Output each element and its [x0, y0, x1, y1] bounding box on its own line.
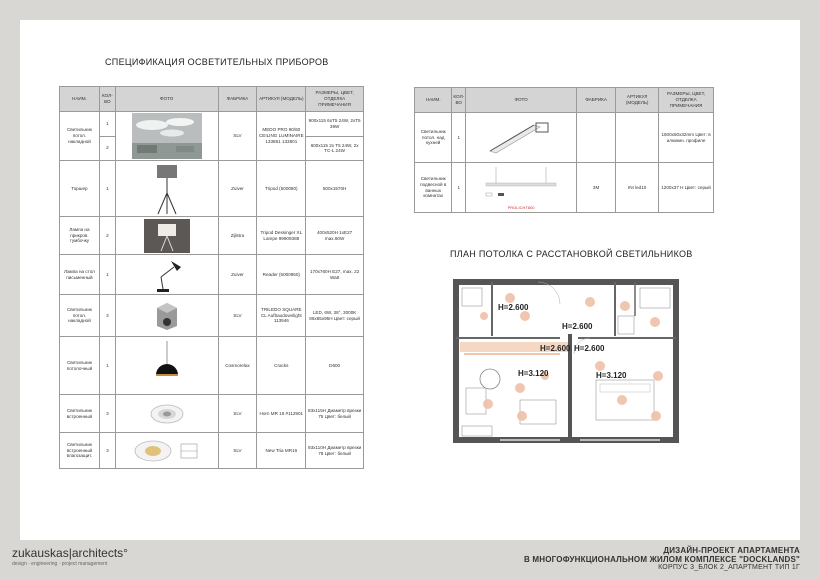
logo-main: zukauskas|architects°: [12, 546, 128, 560]
table-row: [60, 337, 364, 395]
photo-brand-label: PROLICHT800: [507, 204, 535, 210]
photo-desk-lamp: [115, 255, 218, 295]
cell-article: Tripod (500080): [257, 161, 306, 217]
header-photo: ФОТО: [466, 88, 577, 113]
header-qty: КОЛ-ВО: [99, 87, 115, 112]
table-row: [60, 255, 364, 295]
cell-name: Светильник потол. накладной: [60, 112, 100, 161]
height-label: H=2.600: [562, 322, 593, 331]
table-row: [60, 433, 364, 469]
cell-article: Tripod Dessinger XL Lampe 99909388: [257, 217, 306, 255]
logo-sub: design · engineering · project management: [12, 561, 108, 567]
cell-qty: 1: [99, 337, 115, 395]
table-row: [415, 113, 714, 163]
cell-qty: 1: [99, 255, 115, 295]
header-article: АРТИКУЛ (МОДЕЛЬ): [257, 87, 306, 112]
height-label: H=2.600: [574, 344, 605, 353]
cell-article: Horn MR 16 #112901: [257, 395, 306, 433]
header-dims: РАЗМЕРЫ, ЦВЕТ, ОТДЕЛКА ПРИМЕЧАНИЯ: [306, 87, 364, 112]
cell-dims: 1200x37 H Цвет: серый: [659, 163, 714, 213]
spec-table-left: [59, 86, 364, 469]
spec-title: СПЕЦИФИКАЦИЯ ОСВЕТИТЕЛЬНЫХ ПРИБОРОВ: [105, 57, 329, 67]
photo-pendant-linear: [466, 163, 577, 213]
cell-name: Светильник встроенный: [60, 395, 100, 433]
table-header-row: [415, 88, 714, 113]
cell-qty: 3: [99, 395, 115, 433]
cell-dims: 500x1570H: [306, 161, 364, 217]
cell-factory: Cosmorelax: [218, 337, 257, 395]
height-label: H=2.600: [540, 344, 571, 353]
table-header-row: [60, 87, 364, 112]
table-row: [60, 217, 364, 255]
cell-dims: 400x520H 1xE27 max.60W: [306, 217, 364, 255]
cell-qty: 2: [99, 217, 115, 255]
cell-factory: Zijlstra: [218, 217, 257, 255]
cell-factory: 3M: [577, 163, 616, 213]
cell-article: [616, 113, 659, 163]
header-qty: КОЛ-ВО: [452, 88, 466, 113]
cell-name: Светильник потол. накладной: [60, 295, 100, 337]
cell-dims: 900x115 6xT5 24W, 2xT5 39W: [306, 112, 364, 137]
height-label: H=3.120: [596, 371, 627, 380]
cell-dims: D600: [306, 337, 364, 395]
cell-dims: LED, 6W, 38°, 3000K 86x85x95H Цвет: серый: [306, 295, 364, 337]
photo-pendant-sphere: [115, 337, 218, 395]
cell-article: New Tria MR16: [257, 433, 306, 469]
ceiling-plan: [450, 276, 690, 476]
cell-qty: 2: [99, 136, 115, 161]
cell-factory: SLV: [218, 112, 257, 161]
header-article: АРТИКУЛ (МОДЕЛЬ): [616, 88, 659, 113]
photo-recessed-light: [115, 395, 218, 433]
spec-table-right: [414, 87, 714, 213]
cell-factory: Zuiver: [218, 255, 257, 295]
cell-qty: 1: [99, 112, 115, 137]
table-row: [60, 161, 364, 217]
table-row: [60, 112, 364, 137]
header-factory: ФАБРИКА: [218, 87, 257, 112]
cell-factory: Zuiver: [218, 161, 257, 217]
height-label: H=2.600: [498, 303, 529, 312]
cell-factory: SLV: [218, 295, 257, 337]
cell-qty: 3: [99, 295, 115, 337]
header-name: НАИМ.: [415, 88, 452, 113]
cell-dims: 1600x50x32mm Цвет: в алюмин. профиле: [659, 113, 714, 163]
cell-factory: SLV: [218, 433, 257, 469]
table-row: [60, 295, 364, 337]
cell-dims: 83x115H Диаметр врезки 75 Цвет: белый: [306, 395, 364, 433]
cell-article: TRILEDO SQUARE CL Aufbaudownlight 113946: [257, 295, 306, 337]
cell-name: Светильник подвесной в ванных комнатах: [415, 163, 452, 213]
header-dims: РАЗМЕРЫ, ЦВЕТ, ОТДЕЛКА ПРИМЕЧАНИЯ: [659, 88, 714, 113]
title-line-1: ДИЗАЙН-ПРОЕКТ АПАРТАМЕНТА: [663, 546, 800, 555]
photo-square-downlight: [115, 295, 218, 337]
cell-article: Cracks: [257, 337, 306, 395]
cell-qty: 1: [452, 163, 466, 213]
cell-name: Светильник встроенный влагозащит.: [60, 433, 100, 469]
header-photo: ФОТО: [115, 87, 218, 112]
cell-qty: 3: [99, 433, 115, 469]
photo-led-profile: [466, 113, 577, 163]
cell-article: Reader (5000950): [257, 255, 306, 295]
cell-name: Торшер: [60, 161, 100, 217]
title-line-3: КОРПУС 3_БЛОК 2_АПАРТМЕНТ ТИП 1Г: [658, 564, 800, 571]
cell-article: MEDO PRO 90/60 CEILING LUMINAIRE 133861 133801: [257, 112, 306, 161]
photo-ceiling-circles: [115, 112, 218, 161]
cell-dims: 600x115 2x T5 24W, 2x TC-L 24W: [306, 136, 364, 161]
cell-dims: 170x760H E27, max. 22 Watt: [306, 255, 364, 295]
table-row: [60, 395, 364, 433]
cell-article: INI led10: [616, 163, 659, 213]
cell-factory: [577, 113, 616, 163]
header-name: НАИМ.: [60, 87, 100, 112]
cell-qty: 1: [99, 161, 115, 217]
cell-name: Светильник потол. над кухней: [415, 113, 452, 163]
photo-waterproof-recessed: [115, 433, 218, 469]
project-title: [524, 546, 800, 571]
cell-factory: SLV: [218, 395, 257, 433]
cell-qty: 1: [452, 113, 466, 163]
cell-name: Лампа на стол письменный: [60, 255, 100, 295]
photo-floor-lamp: [115, 161, 218, 217]
title-line-2: В МНОГОФУНКЦИОНАЛЬНОМ ЖИЛОМ КОМПЛЕКСЕ "DOCKLANDS": [524, 555, 800, 564]
height-label: H=3.120: [518, 369, 549, 378]
photo-bedside-lamp: [115, 217, 218, 255]
cell-name: Лампа на прикров. тумбочку: [60, 217, 100, 255]
cell-dims: 93x110H Диаметр врезки 78 Цвет: белый: [306, 433, 364, 469]
plan-title: ПЛАН ПОТОЛКА С РАССТАНОВКОЙ СВЕТИЛЬНИКОВ: [450, 249, 693, 259]
header-factory: ФАБРИКА: [577, 88, 616, 113]
company-logo: [12, 546, 128, 567]
cell-name: Светильник потолочный: [60, 337, 100, 395]
table-row: [415, 163, 714, 213]
